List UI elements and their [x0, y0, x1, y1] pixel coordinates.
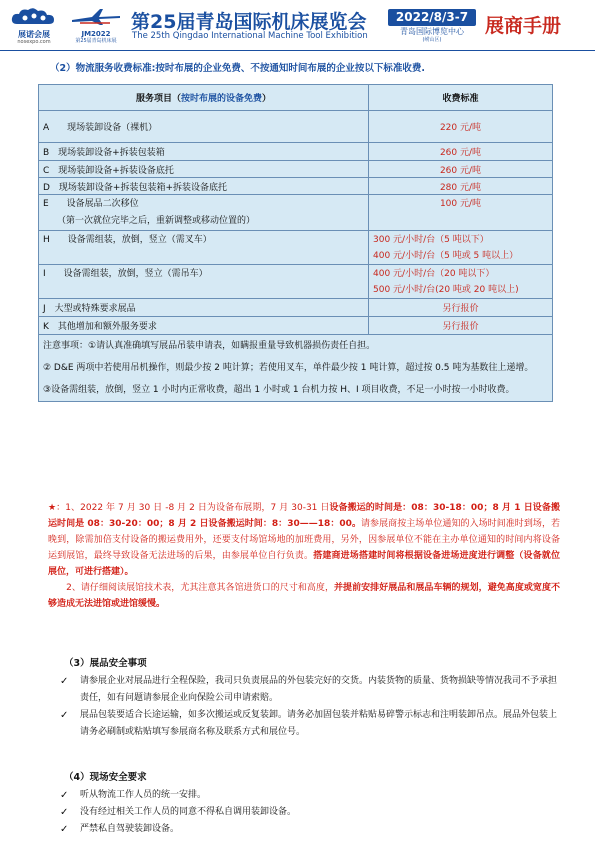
jm-logo: [68, 8, 124, 44]
row-price: 280 元/吨: [369, 178, 553, 195]
row-price-line-1: 400 元/小时/台（20 吨以下）: [373, 268, 495, 279]
notice-bold-text: 并提前安排好展品和展品车辆的规划，: [334, 583, 488, 593]
check-icon: ✓: [60, 710, 69, 721]
row-price: 另行报价: [369, 299, 553, 317]
note-1: 注意事项：①请认真准确填写展品吊装申请表，如瞒报重量导致机器损伤责任自担。: [43, 341, 376, 351]
section-3-title: （3）展品安全事项: [64, 658, 147, 669]
table-notes: [39, 335, 553, 402]
row-price: 260 元/吨: [369, 161, 553, 178]
notice-text: 2、请仔细阅读展馆技术表，尤其注意其各馆进货口的尺寸和高度，: [48, 583, 335, 593]
exhibition-title-cn: 第25届青岛国际机床展览会: [131, 11, 367, 33]
table-row: [39, 265, 553, 299]
list-item: ✓ 听从物流工作人员的统一安排。: [60, 787, 560, 804]
row-label: B 现场装卸设备+拆装包装箱: [39, 143, 369, 161]
table-header-row: [39, 85, 553, 111]
row-label: K 其他增加和额外服务要求: [39, 317, 369, 335]
list-item: ✓ 没有经过相关工作人员的同意不得私自调用装卸设备。: [60, 804, 560, 821]
list-item: ✓ 请参展企业对展品进行全程保险，我司只负责展品的外包装完好的交货。内装货物的质量、货物损缺等情况我司不予承担责任，如有问题请参展企业向保险公司申请索赔。: [60, 673, 560, 707]
row-price-line-2: 500 元/小时/台(20 吨或 20 吨以上): [373, 284, 519, 295]
date-venue-box: [388, 9, 476, 43]
table-row: [39, 231, 553, 265]
row-price-line-1: 300 元/小时/台（5 吨以下）: [373, 234, 489, 245]
jm-subtext: 第25届青岛机床展: [75, 38, 117, 44]
row-label-line-2: （第一次就位完毕之后，重新调整或移动位置的）: [57, 216, 256, 226]
table-row: [39, 111, 553, 143]
note-3: ③设备需组装，放倒，竖立 1 小时内正常收费，超出 1 小时或 1 台机力按 H、I 项目收费，不足一小时按一小时收费。: [43, 385, 515, 395]
section-3-list: [60, 673, 560, 741]
notice-paragraph-2: [48, 580, 560, 612]
row-label: C 现场装卸设备+拆装设备底托: [39, 161, 369, 178]
row-price: 100 元/吨: [369, 195, 553, 231]
row-price-line-2: 400 元/小时/台（5 吨或 5 吨以上）: [373, 250, 519, 261]
row-price: [369, 231, 553, 265]
notice-text: ★：1、2022 年 7 月 30 日 -8 月 2 日为设备布展期，7 月 30-31 日: [48, 503, 330, 513]
row-price: 260 元/吨: [369, 143, 553, 161]
header-divider: [0, 50, 595, 51]
notice-bold-text: 避免高度或宽度不够造成无法进馆或进馆缓慢。: [48, 583, 560, 609]
row-label-line-1: E 设备展品二次移位: [43, 199, 139, 209]
row-label: D 现场装卸设备+拆装包装箱+拆装设备底托: [39, 178, 369, 195]
check-icon: ✓: [60, 807, 69, 818]
exhibition-venue: 青岛国际博览中心: [400, 27, 464, 36]
check-icon: ✓: [60, 676, 69, 687]
jm-text: JM2022: [81, 30, 111, 38]
row-label: J 大型或特殊要求展品: [39, 299, 369, 317]
cloud-logo-icon: [9, 6, 59, 26]
header-service-item: 服务项目（按时布展的设备免费）: [39, 85, 369, 111]
row-label: A 现场装卸设备（裸机）: [39, 111, 369, 143]
table-row: [39, 143, 553, 161]
notice-bold-text: 搭建商进场搭建时间将根据设备进场进度进行调整（设备就位展位，可进行搭建）。: [48, 551, 560, 577]
page-header: [0, 0, 595, 50]
section-4-title: （4）现场安全要求: [64, 772, 147, 783]
jet-logo-icon: [70, 8, 122, 26]
row-price: 另行报价: [369, 317, 553, 335]
notice-paragraph-1: [48, 500, 560, 580]
organizer-name: 展诺会展: [18, 30, 50, 39]
section-2-title: （2）物流服务收费标准:按时布展的企业免费、不按通知时间布展的企业按以下标准收费.: [50, 63, 426, 74]
note-2: ② D&E 两项中若使用吊机操作，则最少按 2 吨计算；若使用叉车，单件最少按 1 吨计算，超过按 0.5 吨为基数往上递增。: [43, 363, 534, 373]
table-row: [39, 178, 553, 195]
exhibition-title-en: The 25th Qingdao International Machine Tool Exhibition: [132, 31, 368, 41]
section-4-list: [60, 787, 560, 838]
table-notes-row: [39, 335, 553, 402]
check-icon: ✓: [60, 790, 69, 801]
manual-title: 展商手册: [485, 15, 562, 37]
row-label: H 设备需组装，放倒，竖立（需叉车）: [39, 231, 369, 265]
table-row: [39, 299, 553, 317]
list-item: ✓ 展品包装要适合长途运输，如多次搬运或反复装卸。请务必加固包装并粘贴易碎警示标志和注明装卸吊点。展品外包装上请务必刷制或粘贴填写参展商名称及联系方式和展位号。: [60, 707, 560, 741]
table-row: [39, 317, 553, 335]
row-price: [369, 265, 553, 299]
table-row: [39, 195, 553, 231]
row-label: [39, 195, 369, 231]
notice-bold-text: 设备搬运的时间是：08：30-18：00；8 月 1 日设备搬运时间是 08：30-20：00；8 月 2 日设备搬运时间：8：30——18：00。: [48, 503, 560, 529]
organizer-url: nosexpo.com: [17, 39, 51, 45]
list-item: ✓ 严禁私自驾驶装卸设备。: [60, 821, 560, 838]
notice-text: 请参展商按主场单位通知的入场时间准时到场，若晚到，除需加倍支付设备的搬运费用外，还要支付场馆场地的加班费用，另外，因参展单位不能在主办单位通知的时间内将设备运到展馆，最终导致设备无法进场的后果，由参展单位自行负责。: [48, 519, 560, 561]
organizer-logo: [8, 6, 60, 46]
row-label: I 设备需组装，放倒，竖立（需吊车）: [39, 265, 369, 299]
check-icon: ✓: [60, 824, 69, 835]
red-notice: [48, 500, 560, 612]
exhibition-venue-sub: (崂山区): [422, 37, 442, 43]
row-price: 220 元/吨: [369, 111, 553, 143]
fee-table: [38, 84, 553, 402]
exhibition-date: 2022/8/3-7: [388, 9, 476, 26]
header-price: 收费标准: [369, 85, 553, 111]
table-row: [39, 161, 553, 178]
